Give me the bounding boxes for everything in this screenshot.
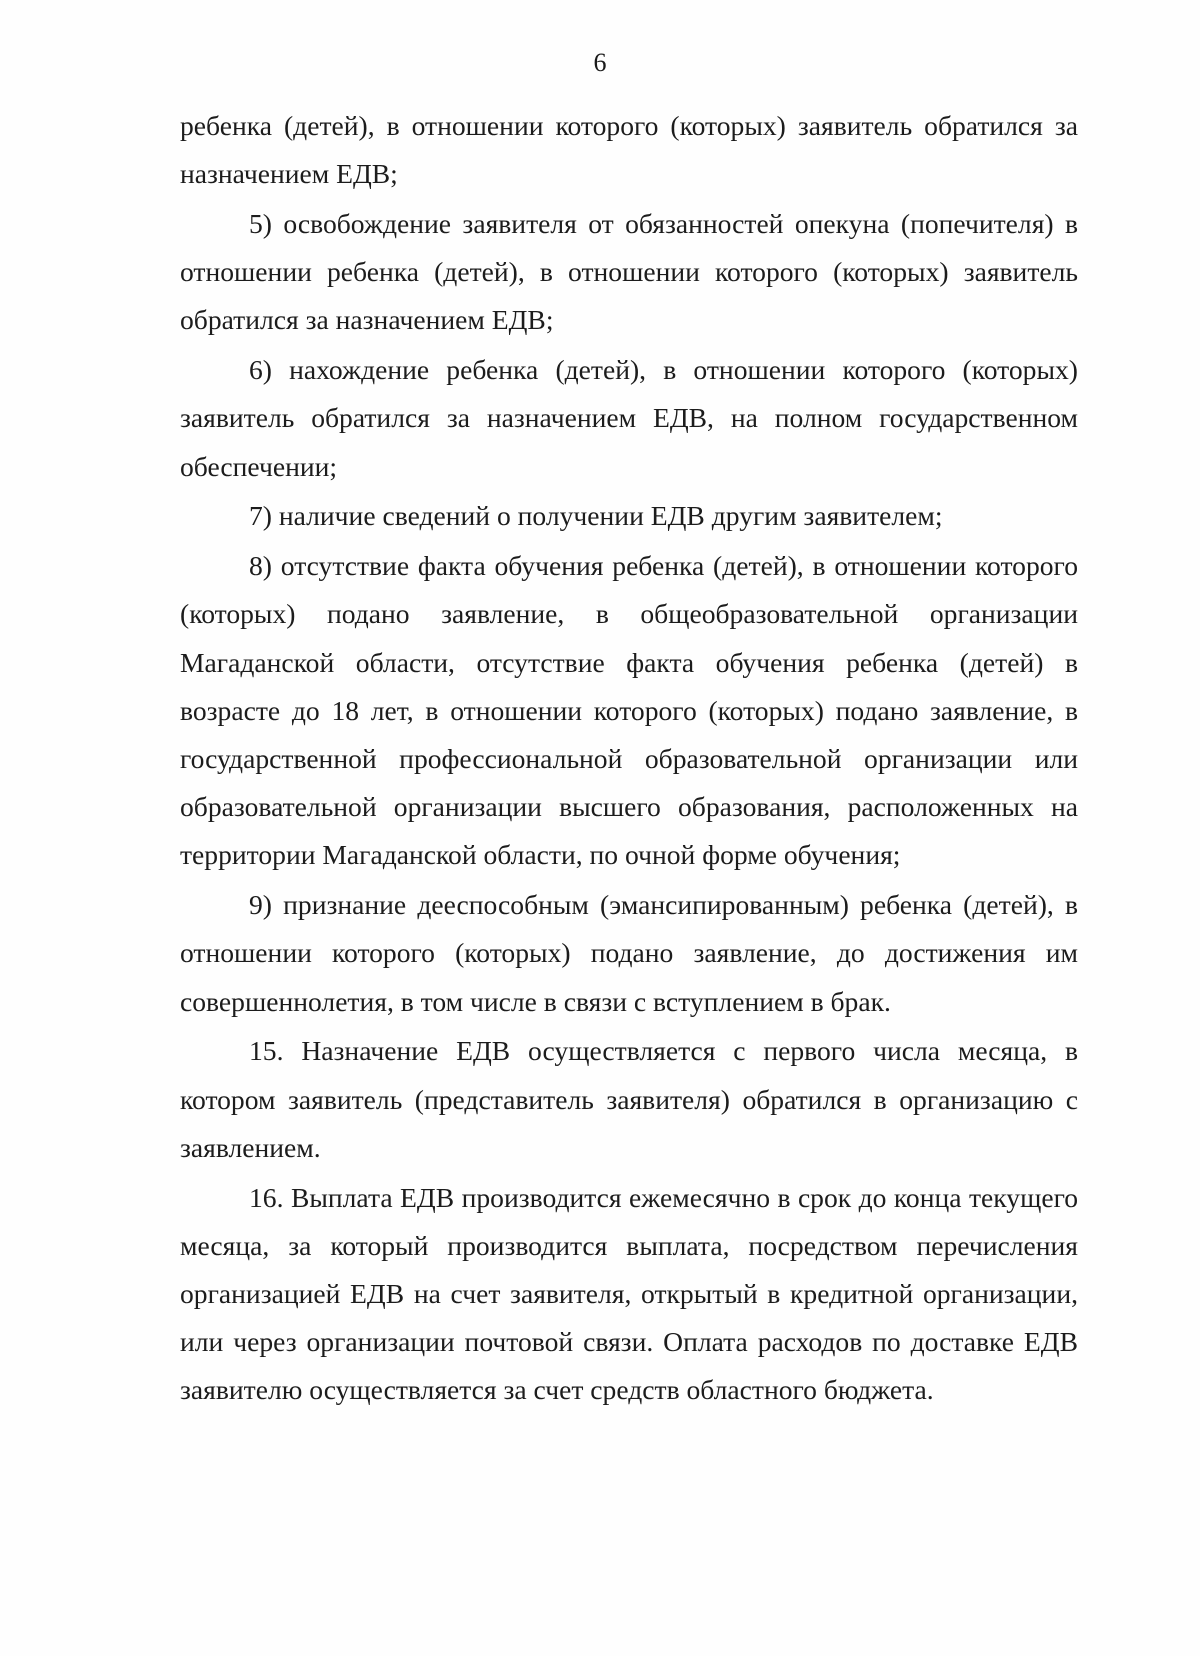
document-body — [180, 102, 1078, 1416]
paragraph-clause-16: 16. Выплата ЕДВ производится ежемесячно в срок до конца текущего месяца, за который производится выплата, посредством перечисления организацией ЕДВ на счет заявителя, открытый в кредитной организации, или через организации почтовой связи. Оплата расходов по доставке ЕДВ заявителю осуществляется за счет средств областного бюджета. — [180, 1181, 1078, 1406]
paragraph-clause-15: 15. Назначение ЕДВ осуществляется с первого числа месяца, в котором заявитель (представитель заявителя) обратился в организацию с заявлением. — [180, 1035, 1078, 1163]
paragraph-item-6: 6) нахождение ребенка (детей), в отношении которого (которых) заявитель обратился за назначением ЕДВ, на полном государственном обеспечении; — [180, 354, 1078, 482]
paragraph-continuation: ребенка (детей), в отношении которого (которых) заявитель обратился за назначением ЕДВ; — [180, 110, 1078, 190]
paragraph-item-8: 8) отсутствие факта обучения ребенка (детей), в отношении которого (которых) подано заявление, в общеобразовательной организации Магаданской области, отсутствие факта обучения ребенка (детей) в возрасте до 18 лет, в отношении которого (которых) подано заявление, в государственной профессиональной образовательной организации или образовательной организации высшего образования, расположенных на территории Магаданской области, по очной форме обучения; — [180, 550, 1078, 871]
page-number: 6 — [593, 48, 607, 77]
paragraph-item-7: 7) наличие сведений о получении ЕДВ другим заявителем; — [249, 500, 943, 532]
paragraph-item-5: 5) освобождение заявителя от обязанностей опекуна (попечителя) в отношении ребенка (детей), в отношении которого (которых) заявитель обратился за назначением ЕДВ; — [180, 208, 1078, 336]
paragraph-item-9: 9) признание дееспособным (эмансипированным) ребенка (детей), в отношении которого (которых) подано заявление, до достижения им совершеннолетия, в том числе в связи с вступлением в брак. — [180, 889, 1078, 1017]
